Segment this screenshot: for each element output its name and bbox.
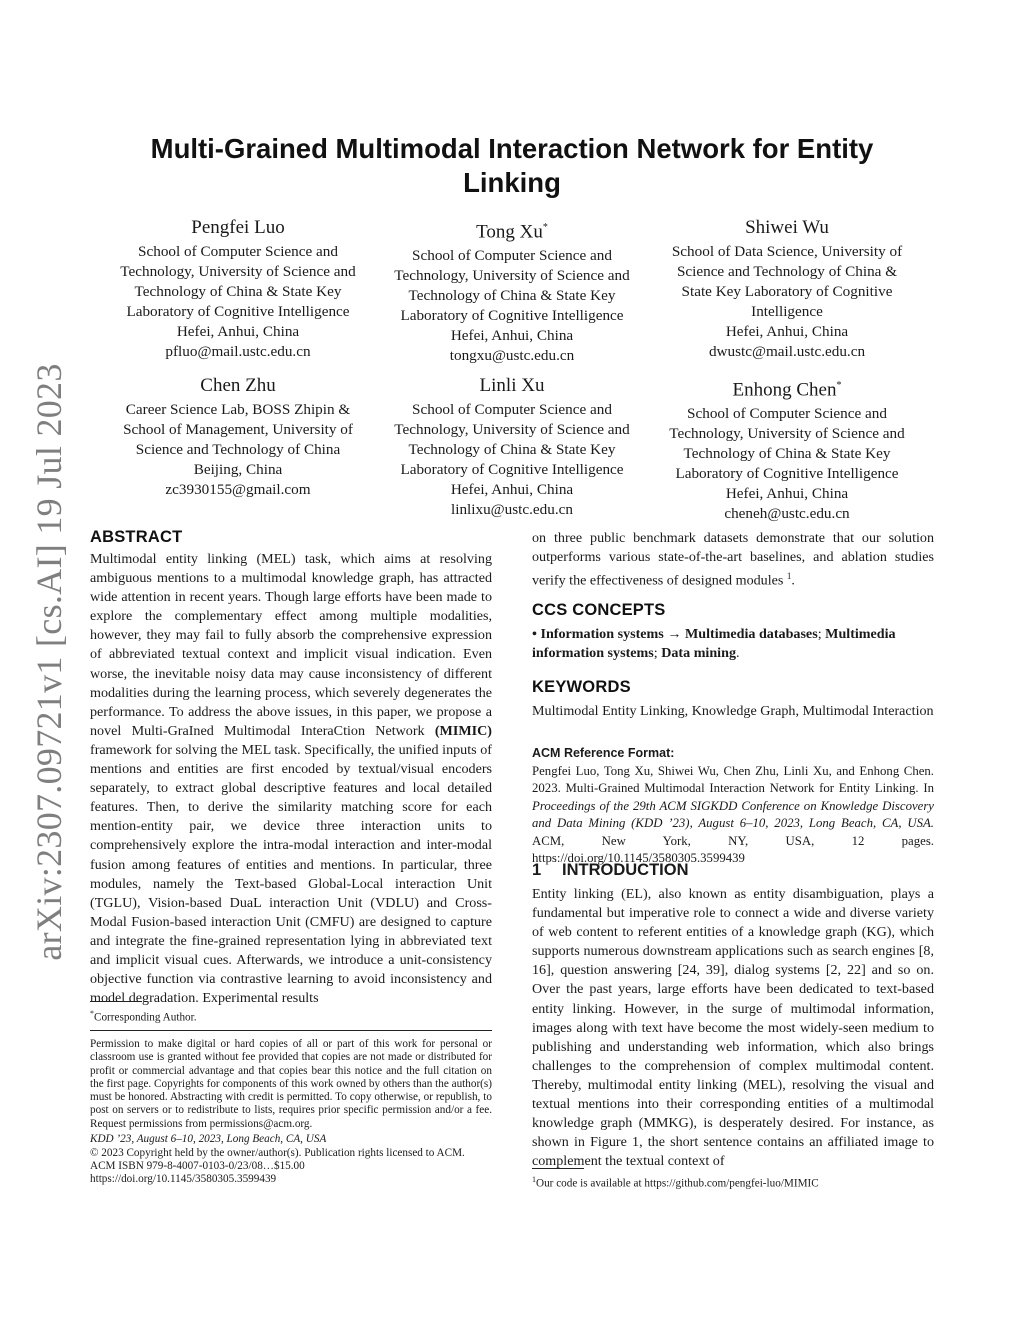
corresponding-footnote: *Corresponding Author. (90, 1009, 197, 1024)
author-name: Shiwei Wu (745, 217, 829, 238)
author-block (377, 216, 647, 366)
ccs-heading: CCS CONCEPTS (532, 601, 666, 619)
isbn-line: ACM ISBN 979-8-4007-0103-0/23/08…$15.00 (90, 1160, 305, 1172)
permission-rule (90, 1030, 492, 1031)
introduction-body: Entity linking (EL), also known as entity disambiguation, plays a fundamental but imperative role to connect a wide and diverse variety of web content to referent entities of a knowledge graph (KG), which supports numerous downstream applications such as search engines [8, 16], question answering [24, 39], dialog systems [2, 22] and so on. Over the past years, large efforts have been dedicated to text-based entity linking. However, in the surge of multimodal information, images along with text have become the most widely-seen medium to publishing and understanding web information, which also brings challenges to the comprehension of complex multimodal content. Thereby, multimodal entity linking (MEL), resolving the visual and textual mentions into their corresponding entities of a multimodal knowledge graph (MMKG), is desperately desired. For instance, as shown in Figure 1, the short sentence contains an affiliated image to complement the textual context of (532, 886, 934, 1170)
code-footnote: $^1$Our code is available at https://github.com/pengfei-luo/MIMIC (532, 1175, 819, 1190)
author-name: Linli Xu (479, 375, 545, 396)
ccs-concepts: • Information systems → Multimedia databases; Multimedia information systems; Data mining. (532, 626, 896, 662)
author-affiliation: School of Computer Science and Technology, University of Science and Technology of China & State Key Laboratory of Cognitive Intelligence Hefei, Anhui, China cheneh@ustc.edu.cn (669, 405, 905, 523)
abstract-continuation: on three public benchmark datasets demonstrate that our solution outperforms various state-of-the-art baselines, and ablation studies verify the effectiveness of designed modules $^1$. (532, 530, 934, 589)
author-block (103, 374, 373, 500)
copyright-line: © 2023 Copyright held by the owner/author(s). Publication rights licensed to ACM. (90, 1147, 465, 1159)
author-block (652, 216, 922, 362)
author-name: Enhong Chen* (732, 379, 842, 401)
acm-reference-label: ACM Reference Format: (532, 746, 675, 760)
author-name: Pengfei Luo (191, 217, 285, 238)
author-block (103, 216, 373, 362)
footnote-ref-1: 1 (786, 571, 792, 582)
acm-reference: Pengfei Luo, Tong Xu, Shiwei Wu, Chen Zhu, Linli Xu, and Enhong Chen. 2023. Multi-Grained Multimodal Interaction Network for Entity Linking. In Proceedings of the 29th ACM SIGKDD Conference on Knowledge Discovery and Data Mining (KDD ’23), August 6–10, 2023, Long Beach, CA, USA. ACM, New York, NY, USA, 12 pages. https://doi.org/10.1145/3580305.3599439 (532, 764, 934, 866)
corresponding-mark: * (836, 380, 842, 391)
arxiv-identifier: arXiv:2307.09721v1 [cs.AI] 19 Jul 2023 (29, 363, 69, 961)
footnote-rule (90, 1001, 142, 1002)
author-affiliation: School of Computer Science and Technology, University of Science and Technology of China & State Key Laboratory of Cognitive Intelligence Hefei, Anhui, China pfluo@mail.ustc.edu.cn (120, 243, 356, 360)
corresponding-mark: * (542, 222, 548, 233)
author-name: Chen Zhu (200, 375, 276, 396)
conference-line: KDD ’23, August 6–10, 2023, Long Beach, CA, USA (90, 1133, 327, 1145)
author-name: Tong Xu* (476, 221, 548, 243)
abstract-heading: ABSTRACT (90, 528, 183, 546)
permission-notice: Permission to make digital or hard copies of all or part of this work for personal or classroom use is granted without fee provided that copies are not made or distributed for profit or commercial advantage and that copies bear this notice and the full citation on the first page. Copyrights for components of this work owned by others than the author(s) must be honored. Abstracting with credit is permitted. To copy otherwise, or republish, to post on servers or to redistribute to lists, requires prior specific permission and/or a fee. Request permissions from permissions@acm.org. (90, 1038, 492, 1130)
author-affiliation: School of Computer Science and Technology, University of Science and Technology of China & State Key Laboratory of Cognitive Intelligence Hefei, Anhui, China tongxu@ustc.edu.cn (394, 247, 630, 365)
footnote-rule-right (532, 1168, 584, 1169)
author-block (377, 374, 647, 520)
keywords-heading: KEYWORDS (532, 678, 631, 696)
paper-title: Multi-Grained Multimodal Interaction Network for Entity Linking (150, 133, 874, 198)
author-affiliation: School of Computer Science and Technology, University of Science and Technology of China & State Key Laboratory of Cognitive Intelligence Hefei, Anhui, China linlixu@ustc.edu.cn (394, 401, 630, 518)
keywords-text: Multimodal Entity Linking, Knowledge Graph, Multimodal Interaction (532, 703, 934, 719)
author-affiliation: Career Science Lab, BOSS Zhipin & School of Management, University of Science and Technology of China Beijing, China zc3930155@gmail.com (123, 401, 353, 498)
author-affiliation: School of Data Science, University of Science and Technology of China & State Key Laboratory of Cognitive Intelligence Hefei, Anhui, China dwustc@mail.ustc.edu.cn (671, 243, 903, 360)
abstract-body: Multimodal entity linking (MEL) task, which aims at resolving ambiguous mentions to a multimodal knowledge graph, has attracted wide attention in recent years. Though large efforts have been made to explore the complementary effect among multiple modalities, however, they may fail to fully absorb the comprehensive expression of abbreviated textual context and implicit visual indication. Even worse, the inevitable noisy data may cause inconsistency of different modalities during the learning process, which severely degenerates the performance. To address the above issues, in this paper, we propose a novel Multi-GraIned Multimodal InteraCtion Network (MIMIC) framework for solving the MEL task. Specifically, the unified inputs of mentions and entities are first encoded by textual/visual encoders separately, to extract global descriptive features and local detailed features. Then, to derive the similarity matching score for each mention-entity pair, we device three interaction units to comprehensively explore the intra-modal interaction and inter-modal fusion among features of entities and mentions. In particular, three modules, namely the Text-based Global-Local interaction Unit (TGLU), Vision-based DuaL interaction Unit (VDLU) and Cross-Modal Fusion-based interaction Unit (CMFU) are designed to capture and integrate the fine-grained representation lying in abbreviated text and implicit visual cues. Afterwards, we introduce a unit-consistency objective function via contrastive learning to avoid inconsistency and model degradation. Experimental results (90, 551, 492, 1007)
introduction-heading: 1 INTRODUCTION (532, 861, 689, 879)
doi-line[interactable]: https://doi.org/10.1145/3580305.3599439 (90, 1173, 277, 1185)
author-block (652, 374, 922, 524)
